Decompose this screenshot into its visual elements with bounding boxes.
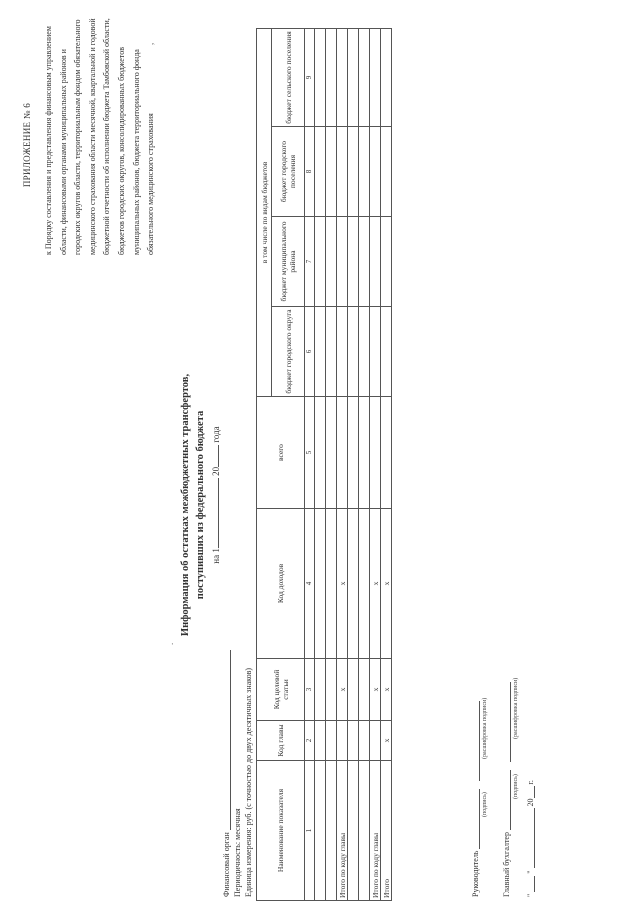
date-day-line — [526, 876, 535, 892]
date-quote-open: " — [526, 893, 535, 897]
cell-value — [348, 127, 359, 217]
scan-mark: , — [145, 42, 155, 45]
header-total: всего — [257, 397, 305, 509]
cell-value — [359, 307, 370, 397]
cell-income-code — [359, 509, 370, 659]
cell-value — [359, 397, 370, 509]
cell-chapter-code: x — [381, 721, 392, 761]
col-number: 2 — [305, 721, 315, 761]
table-row — [348, 28, 359, 900]
org-fill-line — [222, 650, 231, 830]
transfers-table — [256, 28, 392, 901]
cell-chapter-code — [315, 721, 326, 761]
cell-target-code — [348, 659, 359, 721]
title-line-1: Информация об остатках межбюджетных трансфертов, — [180, 373, 191, 637]
cell-value — [348, 217, 359, 307]
cell-income-code — [326, 509, 337, 659]
cell-income-code: x — [337, 509, 348, 659]
accountant-label: Главный бухгалтер — [502, 832, 511, 897]
head-signature-hint: (подпись) — [482, 792, 488, 817]
cell-income-code — [348, 509, 359, 659]
org-line — [222, 597, 231, 897]
column-numbers-row — [305, 28, 315, 900]
header-rural-settlement: бюджет сельского поселения — [272, 28, 305, 126]
cell-value — [370, 307, 381, 397]
document-title — [178, 305, 208, 705]
head-label: Руководитель — [471, 850, 480, 897]
head-decode-hint: (расшифровка подписи) — [482, 697, 488, 759]
header-name: Наименование показателя — [257, 761, 305, 901]
table-row — [326, 28, 337, 900]
period-label: Периодичность: месячная — [233, 808, 242, 897]
cell-value — [381, 127, 392, 217]
table-row — [370, 28, 381, 900]
cell-value — [315, 28, 326, 126]
cell-target-code: x — [337, 659, 348, 721]
accountant-decode-line — [502, 682, 511, 762]
row-label: Итого по коду главы — [370, 761, 381, 901]
cell-target-code — [315, 659, 326, 721]
row-label — [348, 761, 359, 901]
header-municipal-district: бюджет муниципального района — [272, 217, 305, 307]
header-city-district: бюджет городского округа — [272, 307, 305, 397]
date-suffix: года — [211, 426, 221, 443]
cell-value — [315, 217, 326, 307]
cell-value — [381, 217, 392, 307]
cell-target-code: x — [381, 659, 392, 721]
accountant-signature-line — [502, 770, 511, 830]
cell-value — [348, 28, 359, 126]
table-row — [315, 28, 326, 900]
col-number: 5 — [305, 397, 315, 509]
cell-value — [359, 127, 370, 217]
row-label — [315, 761, 326, 901]
head-signature-block — [471, 701, 480, 897]
cell-value — [381, 307, 392, 397]
header-urban-settlement: бюджет городского поселения — [272, 127, 305, 217]
header-target-code: Код целевой статьи — [257, 659, 305, 721]
appendix-title: ПРИЛОЖЕНИЕ № 6 — [22, 102, 32, 188]
col-number: 9 — [305, 28, 315, 126]
scan-mark: . — [165, 642, 175, 645]
cell-value — [337, 307, 348, 397]
date-year-prefix: 20 — [526, 798, 535, 807]
col-number: 1 — [305, 761, 315, 901]
cell-chapter-code — [348, 721, 359, 761]
cell-chapter-code — [337, 721, 348, 761]
row-label: Итого — [381, 761, 392, 901]
table-row — [359, 28, 370, 900]
cell-value — [337, 127, 348, 217]
cell-value — [337, 217, 348, 307]
cell-value — [370, 127, 381, 217]
row-label — [326, 761, 337, 901]
cell-chapter-code — [359, 721, 370, 761]
cell-chapter-code — [370, 721, 381, 761]
title-line-2: поступивших из федерального бюджета — [195, 410, 206, 600]
cell-target-code — [326, 659, 337, 721]
cell-value — [326, 127, 337, 217]
col-number: 4 — [305, 509, 315, 659]
date-year: 20 — [211, 466, 221, 476]
accountant-signature-hint: (подпись) — [513, 774, 519, 799]
head-decode-line — [471, 701, 480, 781]
header-chapter-code: Код главы — [257, 721, 305, 761]
cell-chapter-code — [326, 721, 337, 761]
table-row — [381, 28, 392, 900]
cell-value — [381, 28, 392, 126]
cell-value — [326, 217, 337, 307]
col-number: 7 — [305, 217, 315, 307]
cell-income-code — [315, 509, 326, 659]
cell-value — [326, 307, 337, 397]
cell-target-code: x — [370, 659, 381, 721]
cell-value — [315, 307, 326, 397]
cell-value — [359, 28, 370, 126]
accountant-decode-hint: (расшифровка подписи) — [513, 677, 519, 739]
cell-value — [370, 217, 381, 307]
signature-date — [526, 780, 535, 897]
date-month-line — [526, 808, 535, 868]
cell-value — [315, 397, 326, 509]
table-row — [337, 28, 348, 900]
row-label — [359, 761, 370, 901]
cell-income-code: x — [381, 509, 392, 659]
cell-value — [359, 217, 370, 307]
head-signature-line — [471, 789, 480, 849]
date-year-suffix: г. — [526, 780, 535, 785]
cell-value — [370, 28, 381, 126]
row-label: Итого по коду главы — [337, 761, 348, 901]
cell-value — [348, 307, 359, 397]
appendix-caption: к Порядку составления и представления финансовым управлением области, финансовыми органами муниципальных районов и городских округов области, территориальным фондом обязательного медицинского страхования области месячной, квартальной и годовой бюджетной отчетности об исполнении бюджета Тамбовской области, бюджетов городских округов, консолидированных бюджетов муниципальных районов, бюджета территориального фонда обязательного медицинского страхования — [44, 18, 156, 255]
cell-value — [326, 397, 337, 509]
org-label: Финансовый орган — [222, 832, 231, 897]
cell-income-code: x — [370, 509, 381, 659]
date-year-line — [526, 786, 535, 798]
col-number: 3 — [305, 659, 315, 721]
cell-value — [326, 28, 337, 126]
cell-target-code — [359, 659, 370, 721]
accountant-signature-block — [502, 682, 511, 897]
header-group: в том числе по видам бюджетов — [257, 28, 272, 396]
cell-value — [337, 397, 348, 509]
cell-value — [370, 397, 381, 509]
document-date — [210, 385, 221, 605]
cell-value — [315, 127, 326, 217]
unit-label: Единица измерения: руб. (с точностью до двух десятичных знаков) — [244, 667, 253, 897]
date-prefix: на 1 — [211, 548, 221, 564]
cell-value — [337, 28, 348, 126]
col-number: 6 — [305, 307, 315, 397]
cell-value — [381, 397, 392, 509]
col-number: 8 — [305, 127, 315, 217]
date-quote-close: " — [526, 870, 535, 874]
cell-value — [348, 397, 359, 509]
header-income-code: Код доходов — [257, 509, 305, 659]
